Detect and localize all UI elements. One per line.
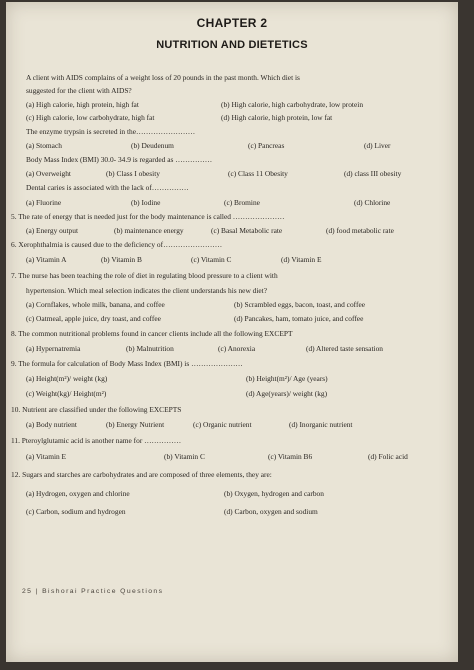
question-4-option-a: (a) Fluorine [26, 198, 62, 207]
question-3-option-c: (c) Class 11 Obesity [228, 169, 288, 178]
question-2-option-b: (b) Deudenum [131, 141, 174, 150]
question-1-option-b: (b) High calorie, high carbohydrate, low protein [221, 100, 364, 109]
question-6-option-c: (c) Vitamin C [191, 255, 232, 264]
question-9-option-c: (c) Weight(kg)/ Height(m²) [26, 389, 107, 398]
question-4-option-b: (b) Iodine [131, 198, 161, 207]
question-2-text: The enzyme trypsin is secreted in the…………………… [26, 127, 196, 136]
question-7-option-c: (c) Oatmeal, apple juice, dry toast, and coffee [26, 314, 161, 323]
page-footer: 25 | Bishorai Practice Questions [22, 588, 164, 595]
question-1-option-a: (a) High calorie, high protein, high fat [26, 100, 139, 109]
question-1-option-d: (d) High calorie, high protein, low fat [221, 113, 333, 122]
question-10-text: 10. Nutrient are classified under the following EXCEPTS [11, 405, 182, 414]
question-5-option-a: (a) Energy output [26, 226, 78, 235]
question-10-option-b: (b) Energy Nutrient [106, 420, 165, 429]
question-1-line-1: A client with AIDS complains of a weight loss of 20 pounds in the past month. Which diet is [26, 73, 300, 82]
question-11-text: 11. Pteroylglutamic acid is another name for …………… [11, 436, 182, 445]
question-6-option-b: (b) Vitamin B [101, 255, 142, 264]
question-12-option-c: (c) Carbon, sodium and hydrogen [26, 507, 126, 516]
question-6-text: 6. Xerophthalmia is caused due to the deficiency of…………………… [11, 240, 223, 249]
question-8-option-b: (b) Malnutrition [126, 344, 174, 353]
question-7-option-a: (a) Cornflakes, whole milk, banana, and coffee [26, 300, 165, 309]
chapter-heading: CHAPTER 2 [196, 16, 268, 30]
question-8-option-d: (d) Altered taste sensation [306, 344, 383, 353]
question-7-line-1: 7. The nurse has been teaching the role of diet in regulating blood pressure to a client with [11, 271, 278, 280]
question-9-text: 9. The formula for calculation of Body Mass Index (BMI) is ………………… [11, 359, 243, 368]
question-9-option-d: (d) Age(years)/ weight (kg) [246, 389, 328, 398]
question-10-option-c: (c) Organic nutrient [193, 420, 252, 429]
question-8-text: 8. The common nutritional problems found in cancer clients include all the following EXCEPT [11, 329, 293, 338]
question-12-option-d: (d) Carbon, oxygen and sodium [224, 507, 318, 516]
question-1-line-2: suggested for the client with AIDS? [26, 86, 132, 95]
question-3-option-d: (d) class III obesity [344, 169, 402, 178]
question-3-text: Body Mass Index (BMI) 30.0- 34.9 is regarded as …………… [26, 155, 213, 164]
question-5-text: 5. The rate of energy that is needed just for the body maintenance is called ………………… [11, 212, 285, 221]
question-11-option-d: (d) Folic acid [368, 452, 408, 461]
question-2-option-a: (a) Stomach [26, 141, 62, 150]
question-11-option-b: (b) Vitamin C [164, 452, 205, 461]
question-9-option-a: (a) Height(m²)/ weight (kg) [26, 374, 108, 383]
question-5-option-c: (c) Basal Metabolic rate [211, 226, 283, 235]
question-7-line-2: hypertension. Which meal selection indicates the client understands his new diet? [26, 286, 268, 295]
question-6-option-a: (a) Vitamin A [26, 255, 67, 264]
question-9-option-b: (b) Height(m²)/ Age (years) [246, 374, 328, 383]
question-5-option-d: (d) food metabolic rate [326, 226, 394, 235]
question-4-text: Dental caries is associated with the lack of…………… [26, 183, 189, 192]
question-10-option-d: (d) Inorganic nutrient [289, 420, 353, 429]
question-8-option-c: (c) Anorexia [218, 344, 256, 353]
question-11-option-a: (a) Vitamin E [26, 452, 67, 461]
question-10-option-a: (a) Body nutrient [26, 420, 77, 429]
question-6-option-d: (d) Vitamin E [281, 255, 322, 264]
question-2-option-d: (d) Liver [364, 141, 391, 150]
document-page [6, 2, 458, 662]
question-11-option-c: (c) Vitamin B6 [268, 452, 313, 461]
question-8-option-a: (a) Hypernatremia [26, 344, 81, 353]
question-3-option-b: (b) Class I obesity [106, 169, 160, 178]
question-12-option-b: (b) Oxygen, hydrogen and carbon [224, 489, 324, 498]
question-3-option-a: (a) Overweight [26, 169, 71, 178]
question-4-option-d: (d) Chlorine [354, 198, 391, 207]
question-12-text: 12. Sugars and starches are carbohydrates and are composed of three elements, they are: [11, 470, 272, 479]
question-7-option-b: (b) Scrambled eggs, bacon, toast, and coffee [234, 300, 365, 309]
question-5-option-b: (b) maintenance energy [114, 226, 184, 235]
question-4-option-c: (c) Bromine [224, 198, 260, 207]
question-2-option-c: (c) Pancreas [248, 141, 285, 150]
question-12-option-a: (a) Hydrogen, oxygen and chlorine [26, 489, 130, 498]
question-7-option-d: (d) Pancakes, ham, tomato juice, and coffee [234, 314, 364, 323]
question-1-option-c: (c) High calorie, low carbohydrate, high fat [26, 113, 155, 122]
chapter-title: NUTRITION AND DIETETICS [156, 39, 308, 51]
